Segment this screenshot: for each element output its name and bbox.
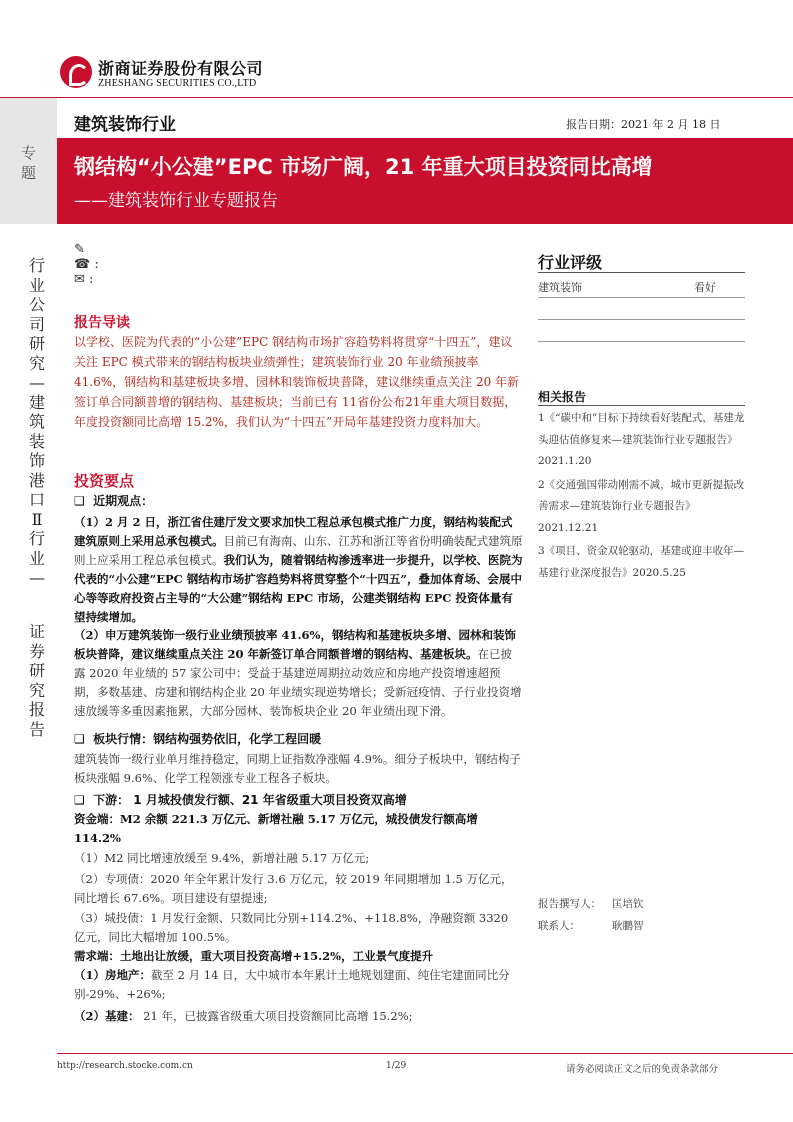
checkbox-icon: ❑ xyxy=(74,793,85,807)
block-text: 建筑装饰一级行业单月维持稳定，同期上证指数净涨幅 4.9%。细分子板块中，钢结构子板块涨幅 9.6%、化学工程领涨专业工程各子板块。 xyxy=(74,752,521,785)
demand-1-label: （1）房地产： xyxy=(74,968,152,982)
demand-heading xyxy=(74,947,523,966)
rating-rule xyxy=(538,297,745,298)
related-rule xyxy=(538,405,745,406)
funding-item-2: （2）专项债：2020 年全年累计发行 3.6 万亿元，较 2019 年同期增加 1.5 万亿元，同比增长 67.6%。项目建设有望提速; xyxy=(74,872,513,905)
analyst-contact-name: 耿鹏智 xyxy=(612,920,644,932)
views-heading-text: 近期观点： xyxy=(93,494,154,508)
view-paragraph-2 xyxy=(74,626,523,721)
footer-rule xyxy=(57,1053,793,1054)
report-type-tag: 专题 xyxy=(21,144,37,182)
checkbox-icon: ❑ xyxy=(74,732,85,746)
demand-heading-text: 需求端：土地出让放缓，重大项目投资高增+15.2%，工业景气度提升 xyxy=(74,949,434,963)
industry-label: 建筑装饰行业 xyxy=(74,115,176,135)
related-report-link[interactable]: 3《项目、资金双轮驱动，基建或迎丰收年—基建行业深度报告》2020.5.25 xyxy=(538,545,745,579)
analyst-contact-row xyxy=(538,915,644,937)
rating-sector: 建筑装饰 xyxy=(538,281,582,294)
guide-heading: 报告导读 xyxy=(74,315,130,331)
phone-separator: : xyxy=(94,257,99,272)
report-title: 钢结构“小公建”EPC 市场广阔，21 年重大项目投资同比高增 xyxy=(74,155,653,179)
company-logo-icon xyxy=(60,56,92,88)
demand-item-1 xyxy=(74,966,523,1004)
downstream-heading-text: 下游： 1 月城投债发行额、21 年省级重大项目投资双高增 xyxy=(93,793,407,807)
funding-item-3: （3）城投债：1 月发行金额、只数同比分别+114.2%、+118.8%，净融资额 3320 亿元，同比大幅增加 100.5%。 xyxy=(74,911,509,944)
block-heading-text: 板块行情：钢结构强势依旧，化学工程回暖 xyxy=(93,732,322,746)
rating-rule-top xyxy=(538,272,745,273)
demand-2-text: 21 年，已披露省级重大项目投资额同比高增 15.2%; xyxy=(139,1009,413,1023)
demand-1-text: 截至 2 月 14 日，大中城市本年累计土地规划建面、纯住宅建面同比分别-29%、+26%; xyxy=(74,968,510,1001)
analyst-block xyxy=(538,893,644,937)
company-name-cn: 浙商证券股份有限公司 xyxy=(98,59,264,78)
view-1-lead: （1）2 月 2 日，浙江省住建厅发文要求加快工程总承包模式推广力度，钢结构装配式建筑原则上采用总承包模式。 xyxy=(74,515,513,548)
related-heading: 相关报告 xyxy=(538,390,587,404)
footer-url[interactable]: http://research.stocke.com.cn xyxy=(57,1061,193,1071)
view-1-body: 目前已有海南、山东、江苏和浙江等省份明确装配式建筑原则上应采用工程总承包模式。 xyxy=(74,534,523,567)
company-name-en: ZHESHANG SECURITIES CO.,LTD xyxy=(98,78,257,89)
funding-item-1: （1）M2 同比增速放缓至 9.4%，新增社融 5.17 万亿元; xyxy=(74,851,370,865)
analyst-writer-label: 报告撰写人： xyxy=(538,898,601,910)
rating-value: 看好 xyxy=(694,281,716,294)
rating-rule xyxy=(538,341,745,342)
mail-separator: : xyxy=(89,272,94,287)
analyst-writer-row xyxy=(538,893,644,915)
contact-block xyxy=(74,242,99,287)
funding-heading-text: 资金端：M2 余额 221.3 万亿元、新增社融 5.17 万亿元，城投债发行额高增 114.2% xyxy=(74,812,478,845)
demand-2-label: （2）基建： xyxy=(74,1009,140,1023)
phone-icon: ☎ xyxy=(74,257,91,272)
view-2-lead: （2）申万建筑装饰一级行业业绩预披率 41.6%，钢结构和基建板块多增、园林和装饰板块普降，建议继续重点关注 20 年新签订单合同额普增的钢结构、基建板块。 xyxy=(74,628,516,661)
invest-heading: 投资要点 xyxy=(74,472,135,490)
related-list xyxy=(538,408,748,584)
analyst-contact-label: 联系人： xyxy=(538,920,580,932)
report-subtitle: ——建筑装饰行业专题报告 xyxy=(74,191,278,211)
funding-heading xyxy=(74,810,523,848)
checkbox-icon: ❑ xyxy=(74,494,85,508)
report-date: 报告日期：2021 年 2 月 18 日 xyxy=(566,118,721,131)
rating-heading: 行业评级 xyxy=(538,253,603,272)
downstream-heading xyxy=(74,791,407,808)
pen-icon: ✎ xyxy=(74,242,85,257)
block-heading xyxy=(74,730,321,747)
view-1-conclusion: 我们认为，随着钢结构渗透率进一步提升，以学校、医院为代表的“小公建”EPC 钢结构市场扩容趋势料将贯穿整个“十四五”，叠加体育场、会展中心等等政府投资占主导的“大公建”钢结构 EPC 市场，公建类钢结构 EPC 投资体量有望持续增加。 xyxy=(74,553,523,624)
page-number: 1/29 xyxy=(386,1061,407,1071)
related-report-link[interactable]: 2《交通强国带动刚需不减，城市更新提振改善需求—建筑装饰行业专题报告》2021.12.21 xyxy=(538,478,745,534)
related-report-link[interactable]: 1《“碳中和”目标下持续看好装配式，基建龙头迎估值修复来—建筑装饰行业专题报告》2021.1.20 xyxy=(538,412,745,467)
view-2-body: 在已披露 2020 年业绩的 57 家公司中：受益于基建逆周期拉动效应和房地产投资增速超预期，多数基建、房建和钢结构企业 20 年业绩实现逆势增长；受新冠疫情、子行业投资增速放缓等多重因素拖累，大部分园林、装饰板块企业 20 年业绩出现下滑。 xyxy=(74,647,522,718)
demand-item-2 xyxy=(74,1007,523,1026)
vertical-research-label: 证券研究报告 xyxy=(28,622,45,739)
analyst-writer-name: 匡培钦 xyxy=(612,898,644,910)
views-heading xyxy=(74,492,153,509)
vertical-category-label: 行业公司研究—建筑装饰港口Ⅱ行业— xyxy=(28,256,45,587)
rating-rule xyxy=(538,319,745,320)
mail-contact xyxy=(74,272,99,287)
footer-disclaimer: 请务必阅读正文之后的免责条款部分 xyxy=(566,1064,719,1075)
phone-contact xyxy=(74,257,99,272)
guide-text: 以学校、医院为代表的“小公建”EPC 钢结构市场扩容趋势料将贯穿“十四五”，建议关注 EPC 模式带来的钢结构板块业绩弹性；建筑装饰行业 20 年业绩预披率 41.6%，钢结构和基建板块多增、园林和装饰板块普降，建议继续重点关注 20 年新签订单合同额普增的钢结构、基建板块；当前已有 11省份公布21年重大项目数据，年度投资额同比高增 15.2%，我们认为“十四五”开局年基建投资力度料加大。 xyxy=(74,335,520,429)
mail-icon: ✉ xyxy=(74,272,85,287)
rating-row xyxy=(538,279,745,295)
view-paragraph-1 xyxy=(74,513,523,627)
